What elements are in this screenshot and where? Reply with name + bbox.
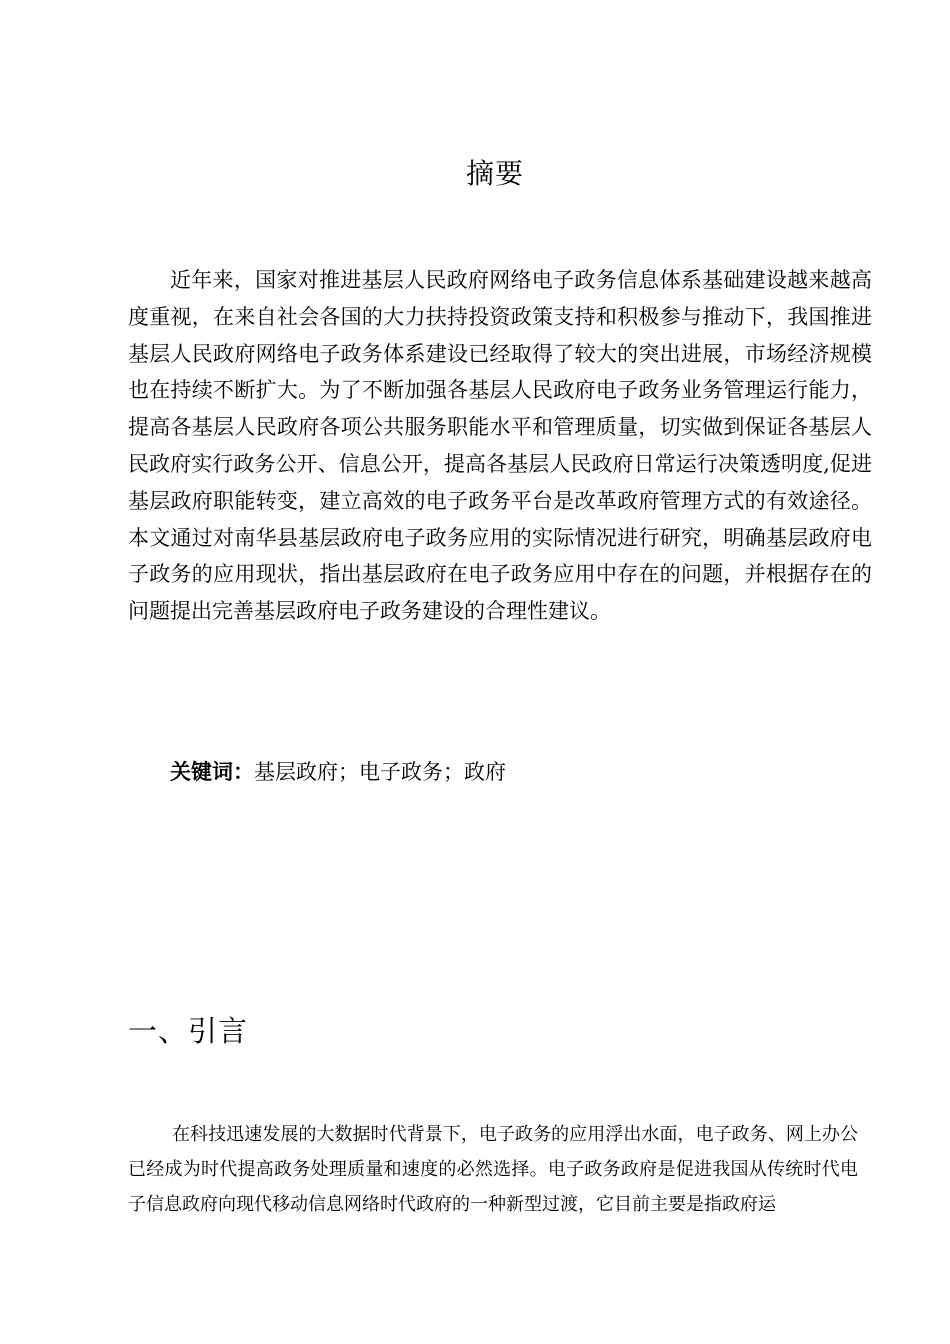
keywords-terms: 基层政府；电子政务；政府: [254, 760, 506, 784]
abstract-paragraph: 近年来，国家对推进基层人民政府网络电子政务信息体系基础建设越来越高度重视，在来自社会各国的大力扶持投资政策支持和积极参与推动下，我国推进基层人民政府网络电子政务体系建设已经取得了较大的突出进展，市场经济规模也在持续不断扩大。为了不断加强各基层人民政府电子政务业务管理运行能力，提高各基层人民政府各项公共服务职能水平和管理质量，切实做到保证各基层人民政府实行政务公开、信息公开，提高各基层人民政府日常运行决策透明度,促进基层政府职能转变，建立高效的电子政务平台是改革政府管理方式的有效途径。本文通过对南华县基层政府电子政务应用的实际情况进行研究，明确基层政府电子政务的应用现状，指出基层政府在电子政务应用中存在的问题，并根据存在的问题提出完善基层政府电子政务建设的合理性建议。: [128, 268, 872, 624]
section-heading-introduction: 一、引言: [128, 1014, 249, 1048]
introduction-paragraph: 在科技迅速发展的大数据时代背景下，电子政务的应用浮出水面，电子政务、网上办公已经成为时代提高政务处理质量和速度的必然选择。电子政务政府是促进我国从传统时代电子信息政府向现代移动信息网络时代政府的一种新型过渡，它目前主要是指政府运: [128, 1124, 858, 1215]
abstract-title: 摘要: [465, 157, 524, 190]
keywords-label: 关键词：: [170, 760, 254, 784]
keywords-line: [170, 754, 506, 790]
